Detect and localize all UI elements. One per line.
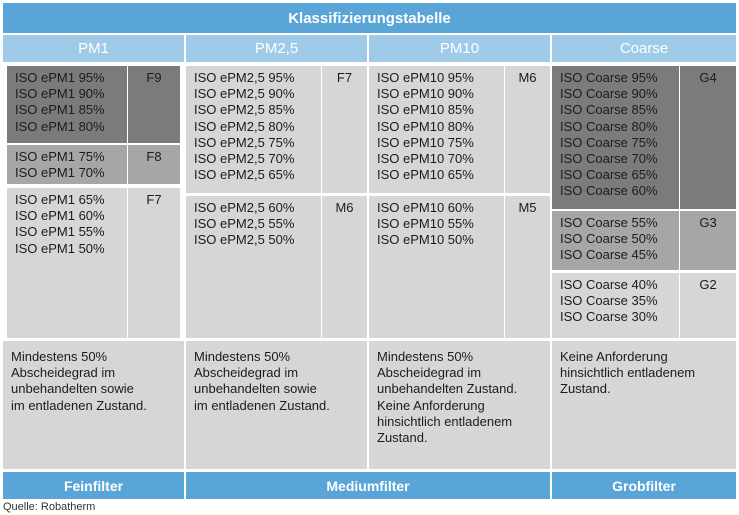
list-item: ISO Coarse 55% [560, 215, 658, 230]
list-item: ISO ePM10 55% [377, 216, 474, 232]
coarse-g4-list [552, 66, 679, 209]
description-line: im entladenen Zustand. [194, 397, 330, 413]
list-item: ISO ePM2,5 50% [194, 232, 295, 248]
coarse-description [552, 341, 736, 469]
pm25-class-f7: F7 [322, 66, 367, 193]
pm10-m6-list [369, 66, 504, 193]
coarse-class-g2: G2 [680, 273, 736, 338]
pm25-f7-list [186, 66, 321, 193]
pm1-class-f8: F8 [128, 145, 180, 184]
list-item: ISO ePM2,5 55% [194, 216, 295, 232]
pm10-description [369, 341, 550, 469]
description-line: Zustand. [377, 430, 428, 446]
description-line: Zustand. [560, 381, 611, 397]
pm1-f9-list [7, 66, 127, 143]
list-item: ISO ePM10 60% [377, 200, 474, 215]
coarse-g3-list [552, 211, 679, 270]
list-item: ISO ePM1 80% [15, 118, 105, 134]
pm1-class-f7: F7 [128, 188, 180, 338]
description-line: unbehandelten sowie [194, 381, 317, 397]
list-item: ISO ePM1 65% [15, 192, 105, 207]
description-line: Abscheidegrad im [377, 365, 482, 381]
list-item: ISO ePM2,5 85% [194, 102, 295, 118]
list-item: ISO ePM1 70% [15, 165, 105, 181]
description-line: hinsichtlich entladenem [377, 413, 513, 429]
list-item: ISO ePM2,5 90% [194, 86, 295, 102]
list-item: ISO ePM2,5 95% [194, 70, 295, 85]
list-item: ISO ePM1 95% [15, 70, 105, 85]
footer-mediumfilter: Mediumfilter [186, 472, 550, 499]
list-item: ISO ePM1 60% [15, 208, 105, 224]
description-line: Keine Anforderung [560, 349, 668, 364]
description-line: Abscheidegrad im [194, 365, 299, 381]
description-line: hinsichtlich entladenem [560, 365, 696, 381]
column-header-pm10: PM10 [369, 35, 550, 62]
list-item: ISO Coarse 80% [560, 118, 658, 134]
list-item: ISO ePM2,5 70% [194, 151, 295, 167]
list-item: ISO Coarse 30% [560, 309, 658, 325]
pm1-f8-list [7, 145, 127, 184]
coarse-class-g3: G3 [680, 211, 736, 270]
list-item: ISO Coarse 75% [560, 134, 658, 150]
list-item: ISO ePM2,5 65% [194, 167, 295, 183]
list-item: ISO ePM10 70% [377, 151, 474, 167]
description-line: unbehandelten sowie [11, 381, 134, 397]
pm10-m5-list [369, 196, 504, 338]
list-item: ISO Coarse 60% [560, 183, 658, 199]
coarse-g2-list [552, 273, 679, 338]
description-line: Keine Anforderung [377, 397, 485, 413]
pm25-description [186, 341, 367, 469]
list-item: ISO ePM1 75% [15, 149, 105, 164]
list-item: ISO ePM2,5 75% [194, 134, 295, 150]
list-item: ISO Coarse 70% [560, 151, 658, 167]
description-line: Mindestens 50% [377, 349, 474, 364]
source-credit: Quelle: Robatherm [3, 501, 96, 513]
list-item: ISO Coarse 45% [560, 247, 658, 263]
list-item: ISO ePM1 90% [15, 86, 105, 102]
pm10-class-m5: M5 [505, 196, 550, 338]
footer-feinfilter: Feinfilter [3, 472, 184, 499]
list-item: ISO ePM10 85% [377, 102, 474, 118]
list-item: ISO ePM10 90% [377, 86, 474, 102]
pm1-description [3, 341, 184, 469]
description-line: Mindestens 50% [11, 349, 108, 364]
table-title: Klassifizierungstabelle [3, 3, 736, 33]
list-item: ISO ePM2,5 60% [194, 200, 295, 215]
column-header-coarse: Coarse [552, 35, 736, 62]
list-item: ISO ePM10 80% [377, 118, 474, 134]
list-item: ISO ePM1 50% [15, 240, 105, 256]
description-line: unbehandelten Zustand. [377, 381, 518, 397]
coarse-class-g4: G4 [680, 66, 736, 209]
pm1-class-f9: F9 [128, 66, 180, 143]
list-item: ISO Coarse 35% [560, 293, 658, 309]
description-line: Mindestens 50% [194, 349, 291, 364]
list-item: ISO ePM2,5 80% [194, 118, 295, 134]
pm25-m6-list [186, 196, 321, 338]
list-item: ISO Coarse 85% [560, 102, 658, 118]
list-item: ISO ePM10 95% [377, 70, 474, 85]
list-item: ISO ePM10 65% [377, 167, 474, 183]
list-item: ISO ePM1 55% [15, 224, 105, 240]
list-item: ISO ePM10 75% [377, 134, 474, 150]
column-header-pm1: PM1 [3, 35, 184, 62]
column-header-pm25: PM2,5 [186, 35, 367, 62]
list-item: ISO Coarse 50% [560, 231, 658, 247]
footer-grobfilter: Grobfilter [552, 472, 736, 499]
description-line: Abscheidegrad im [11, 365, 116, 381]
list-item: ISO Coarse 95% [560, 70, 658, 85]
list-item: ISO Coarse 90% [560, 86, 658, 102]
pm25-class-m6: M6 [322, 196, 367, 338]
list-item: ISO Coarse 65% [560, 167, 658, 183]
list-item: ISO Coarse 40% [560, 277, 658, 292]
pm1-f7-list [7, 188, 127, 338]
list-item: ISO ePM1 85% [15, 102, 105, 118]
list-item: ISO ePM10 50% [377, 232, 474, 248]
pm10-class-m6: M6 [505, 66, 550, 193]
description-line: im entladenen Zustand. [11, 397, 147, 413]
